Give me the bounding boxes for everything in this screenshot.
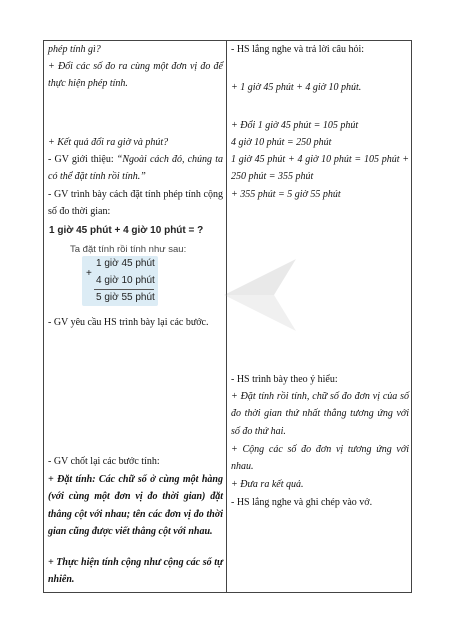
lesson-table bbox=[43, 40, 412, 593]
left-intro-prefix: - GV giới thiệu: bbox=[48, 154, 117, 165]
example-title: 1 giờ 45 phút + 4 giờ 10 phút = ? bbox=[49, 225, 204, 236]
left-present: - GV trình bày cách đặt tính phép tính cộng số đo thời gian: bbox=[48, 189, 223, 218]
right-convert-1: + Đổi 1 giờ 45 phút = 105 phút bbox=[231, 120, 359, 131]
example-plus-sign: + bbox=[86, 268, 92, 279]
left-step-add: + Thực hiện tính cộng như cộng các số tự nhiên. bbox=[48, 557, 223, 586]
left-question-tail: phép tính gì? bbox=[48, 44, 101, 55]
left-ask-repeat: - GV yêu cầu HS trình bày lại các bước. bbox=[48, 317, 209, 328]
example-subtitle: Ta đặt tính rồi tính như sau: bbox=[70, 244, 187, 255]
right-result: + 355 phút = 5 giờ 55 phút bbox=[231, 189, 341, 200]
left-step-place: + Đặt tính: Các chữ số ở cùng một hàng (với cùng một đơn vị đo thời gian) đặt thẳng cột với nhau; tên các đơn vị đo thời gian cũng được viết thẳng cột với nhau. bbox=[48, 474, 223, 537]
right-listen: - HS lắng nghe và trả lời câu hỏi: bbox=[231, 44, 365, 55]
right-sum-minutes: 1 giờ 45 phút + 4 giờ 10 phút = 105 phút + 250 phút = 355 phút bbox=[231, 154, 409, 183]
right-explain: - HS trình bày theo ý hiểu: bbox=[231, 374, 338, 385]
example-result: 5 giờ 55 phút bbox=[96, 292, 155, 303]
example-sum-line bbox=[94, 289, 154, 290]
example-operand-2: 4 giờ 10 phút bbox=[96, 275, 155, 286]
right-answer: + 1 giờ 45 phút + 4 giờ 10 phút. bbox=[231, 82, 362, 93]
right-step-result: + Đưa ra kết quả. bbox=[231, 479, 304, 490]
right-note: - HS lắng nghe và ghi chép vào vở. bbox=[231, 497, 373, 508]
left-intro-quote: “Ngoài cách đó, chúng ta có thể đặt tính rồi tính.” bbox=[48, 154, 223, 183]
right-convert-2: 4 giờ 10 phút = 250 phút bbox=[231, 137, 332, 148]
left-intro bbox=[48, 151, 223, 186]
worked-example-image bbox=[48, 225, 224, 305]
left-summary: - GV chốt lại các bước tính: bbox=[48, 456, 160, 467]
left-convert-step: + Đổi các số đo ra cùng một đơn vị đo để thực hiện phép tính. bbox=[48, 61, 223, 90]
left-result-question: + Kết quả đổi ra giờ và phút? bbox=[48, 137, 169, 148]
example-operand-1: 1 giờ 45 phút bbox=[96, 258, 155, 269]
right-step-place: + Đặt tính rồi tính, chữ số đo đơn vị của số đo thời gian thứ nhất thẳng tương ứng với số đo thứ hai. bbox=[231, 391, 409, 437]
example-calculation bbox=[82, 256, 158, 306]
watermark-logo bbox=[224, 259, 296, 331]
teacher-column bbox=[44, 41, 226, 592]
right-step-add: + Cộng các số đo đơn vị tương ứng với nhau. bbox=[231, 444, 409, 473]
